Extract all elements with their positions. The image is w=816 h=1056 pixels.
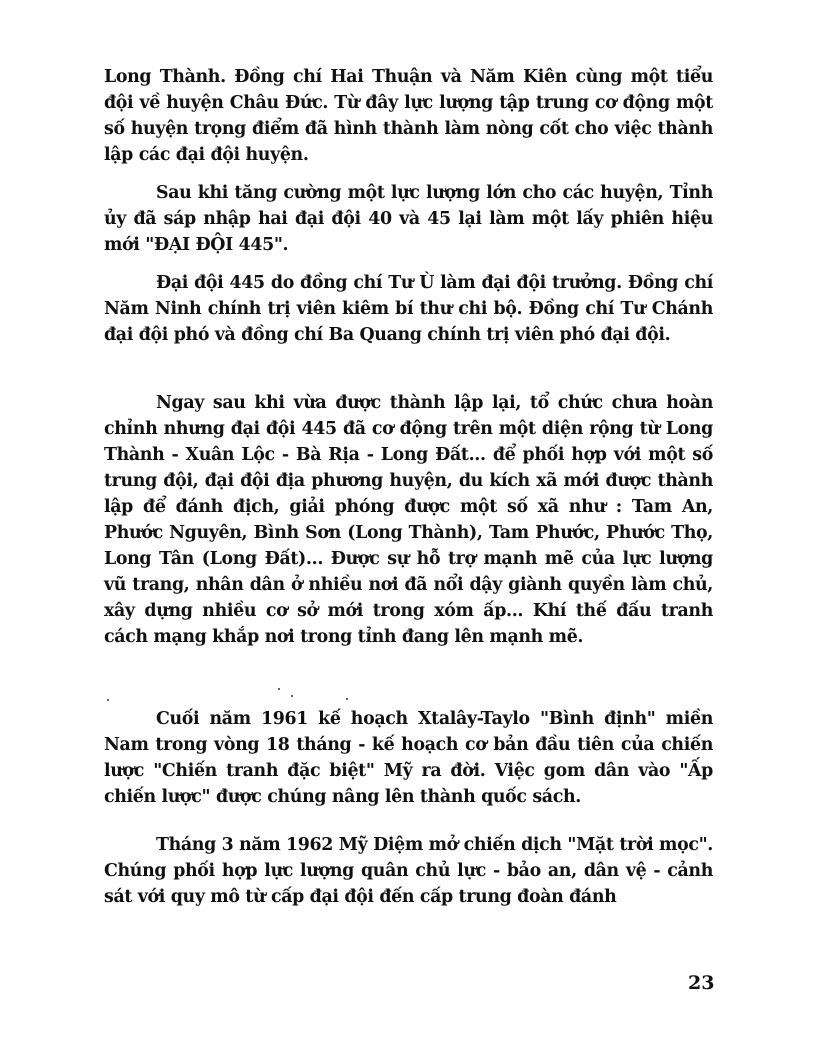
paragraph-block [104,832,713,910]
paragraph-block [104,390,713,650]
paragraph-6: Tháng 3 năm 1962 Mỹ Diệm mở chiến dịch "Mặt trời mọc". Chúng phối hợp lực lượng quân chủ lực - bảo an, dân vệ - cảnh sát với quy mô từ cấp đại đội đến cấp trung đoàn đánh [104,835,713,907]
paragraph-block [104,270,713,348]
scan-speck [346,698,348,700]
scan-speck [291,695,293,697]
paragraph-continuation [104,64,713,168]
scan-speck [107,699,109,701]
paragraph-3: Đại đội 445 do đồng chí Tư Ù làm đại đội trưởng. Đồng chí Năm Ninh chính trị viên kiêm bí thư chi bộ. Đồng chí Tư Chánh đại đội phó và đồng chí Ba Quang chính trị viên phó đại đội. [104,273,713,345]
paragraph-block [104,180,713,258]
paragraph-5: Cuối năm 1961 kế hoạch Xtalây-Taylo "Bình định" miền Nam trong vòng 18 tháng - kế hoạch cơ bản đầu tiên của chiến lược "Chiến tranh đặc biệt" Mỹ ra đời. Việc gom dân vào "Ấp chiến lược" được chúng nâng lên thành quốc sách. [104,709,713,807]
scan-speck [278,688,280,690]
paragraph-block [104,706,713,810]
paragraph-1: Long Thành. Đồng chí Hai Thuận và Năm Kiên cùng một tiểu đội về huyện Châu Đức. Từ đây lực lượng tập trung cơ động một số huyện trọng điểm đã hình thành làm nòng cốt cho việc thành lập các đại đội huyện. [104,67,713,165]
paragraph-2: Sau khi tăng cường một lực lượng lớn cho các huyện, Tỉnh ủy đã sáp nhập hai đại đội 40 và 45 lại làm một lấy phiên hiệu mới "ĐẠI ĐỘI 445". [104,183,713,255]
paragraph-4: Ngay sau khi vừa được thành lập lại, tổ chức chưa hoàn chỉnh nhưng đại đội 445 đã cơ động trên một diện rộng từ Long Thành - Xuân Lộc - Bà Rịa - Long Đất... để phối hợp với một số trung đội, đại đội địa phương huyện, du kích xã mới được thành lập để đánh địch, giải phóng được một số xã như : Tam An, Phước Nguyên, Bình Sơn (Long Thành), Tam Phước, Phước Thọ, Long Tân (Long Đất)... Được sự hỗ trợ mạnh mẽ của lực lượng vũ trang, nhân dân ở nhiều nơi đã nổi dậy giành quyền làm chủ, xây dựng nhiều cơ sở mới trong xóm ấp... Khí thế đấu tranh cách mạng khắp nơi trong tỉnh đang lên mạnh mẽ. [104,393,713,647]
page-number: 23 [688,972,715,994]
